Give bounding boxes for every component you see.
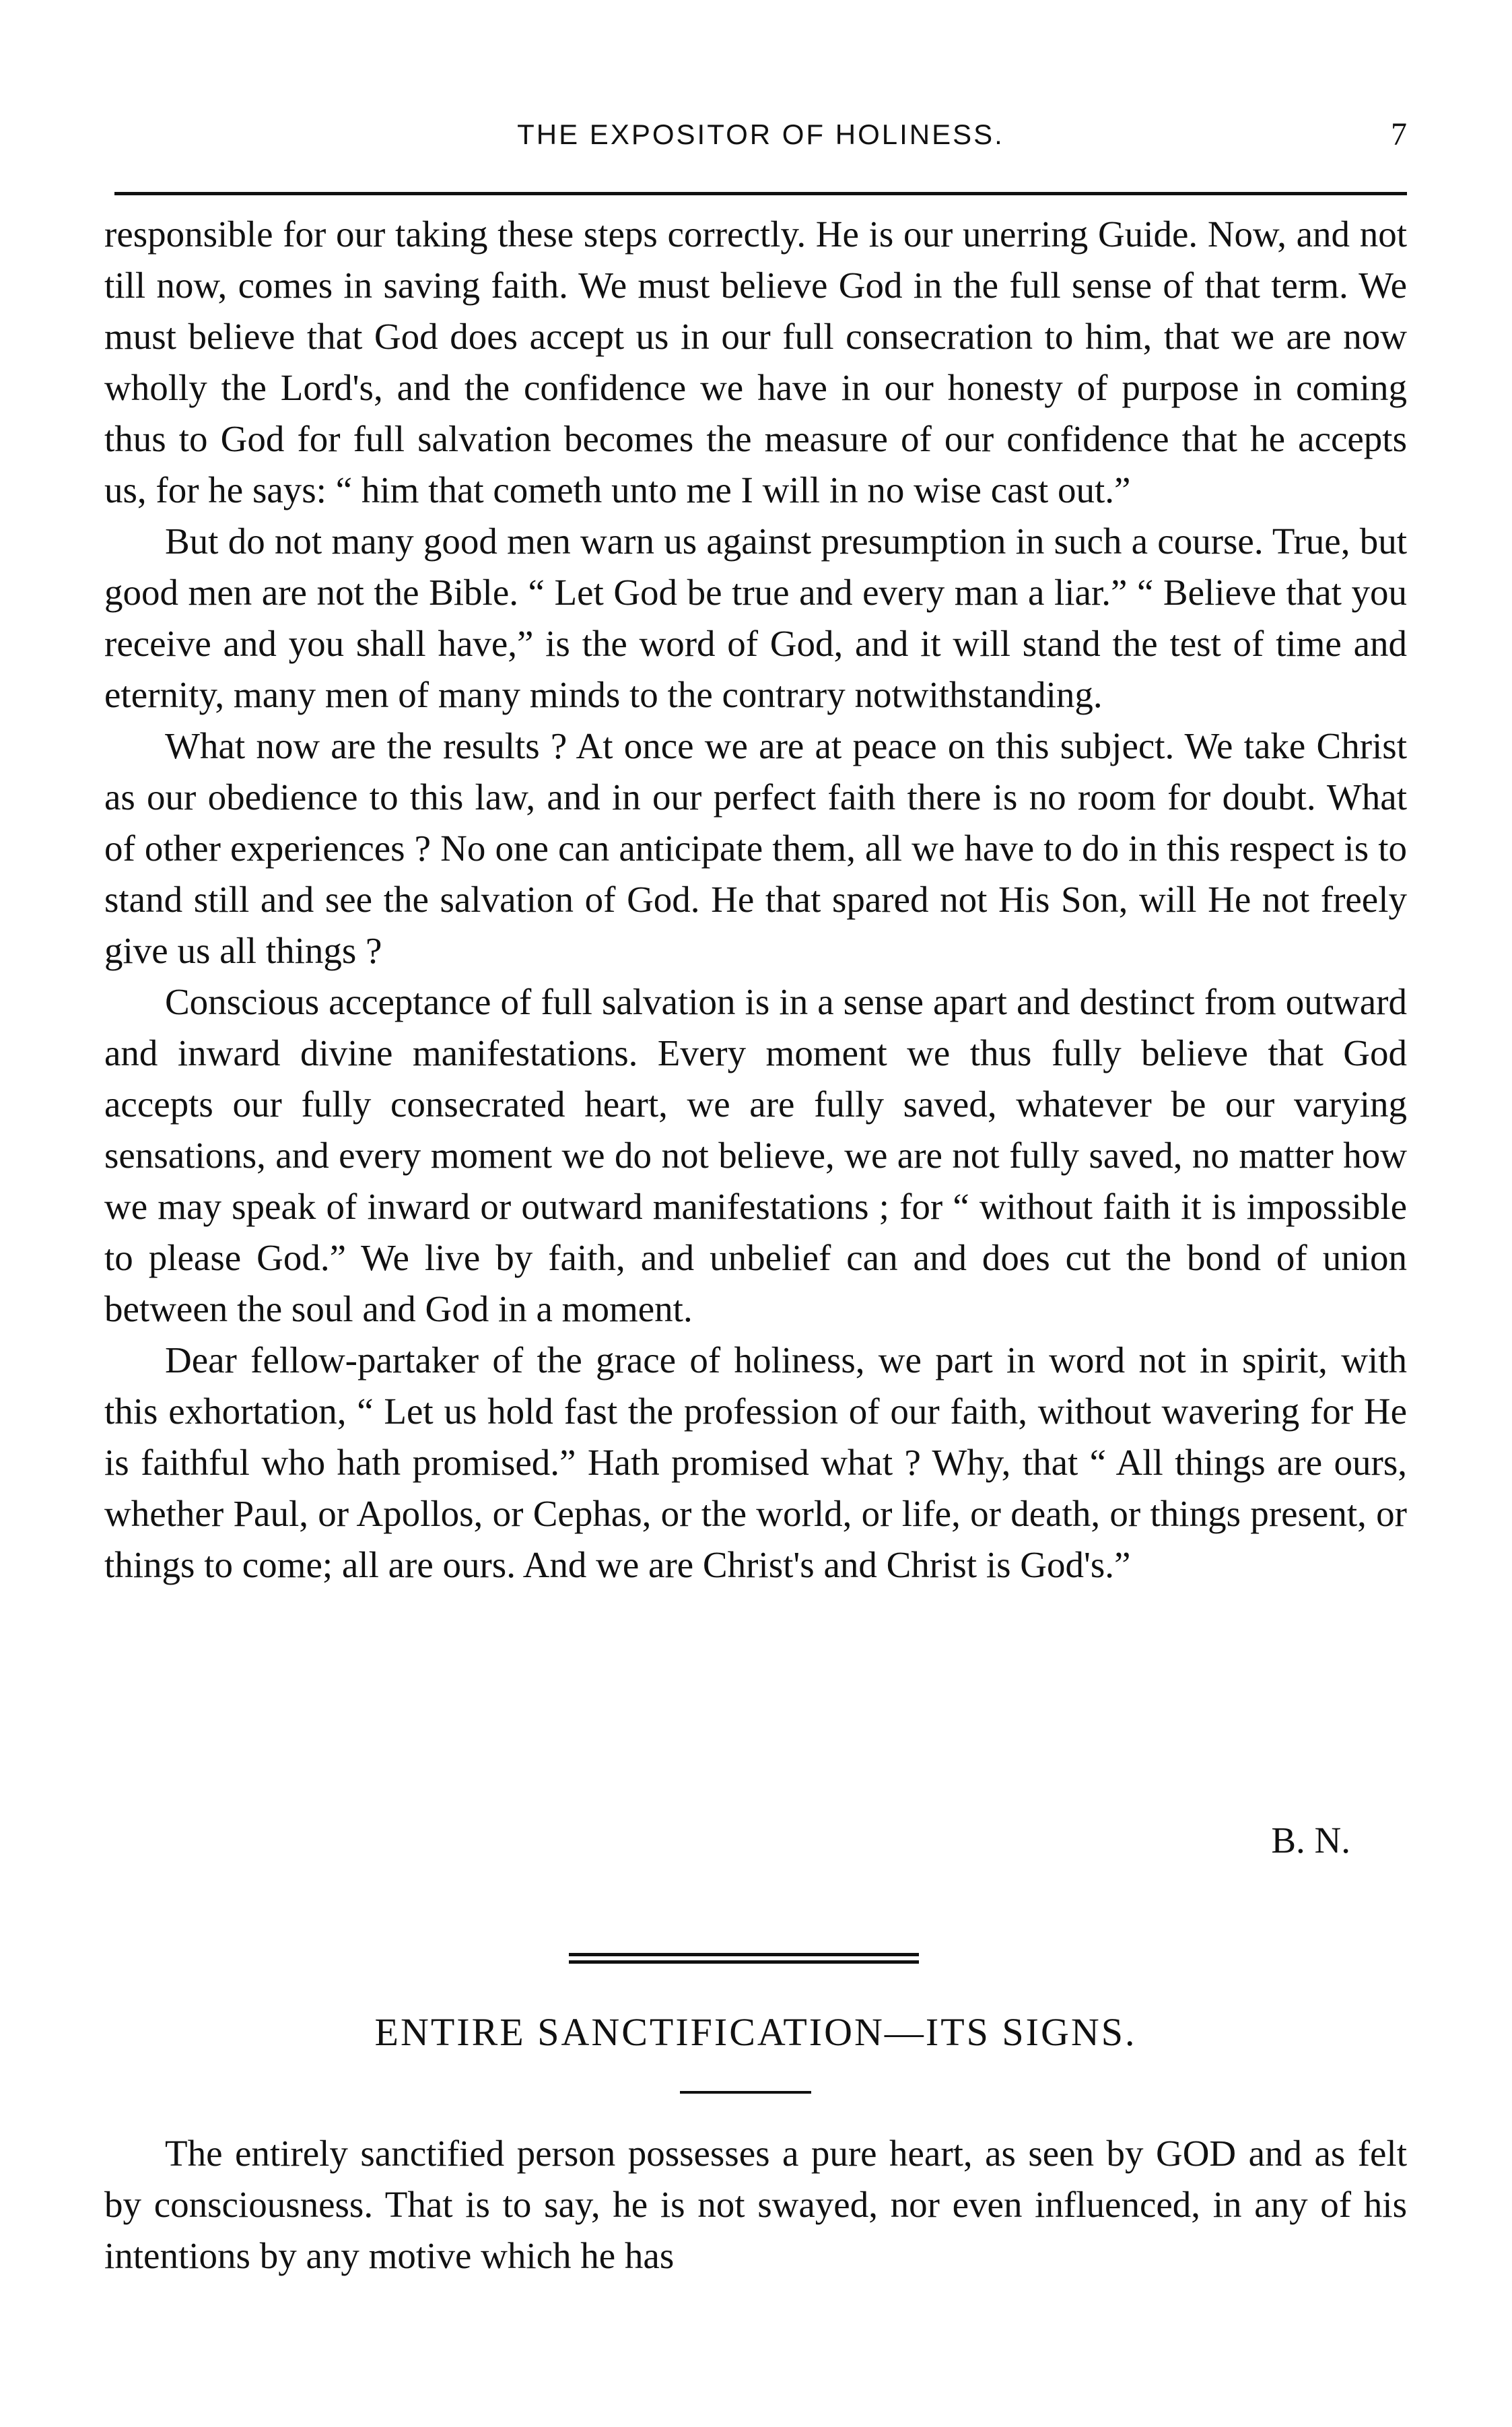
- page-number: 7: [1391, 117, 1407, 152]
- section-title: ENTIRE SANCTIFICATION—ITS SIGNS.: [374, 2010, 1137, 2054]
- paragraph-continuation: responsible for our taking these steps correctly. He is our unerring Guide. Now, and not till now, comes in saving faith. We must believe God in the full sense of that term. We must believe that God does accept us in our full consecration to him, that we are now wholly the Lord's, and the confidence we have in our honesty of purpose in coming thus to God for full salvation becomes the measure of our confidence that he accepts us, for he says: “ him that cometh unto me I will in no wise cast out.”: [104, 213, 1407, 510]
- section-divider: [569, 1953, 919, 1964]
- header-rule: [114, 192, 1407, 195]
- paragraph: What now are the results ? At once we are at peace on this subject. We take Christ as our obedience to this law, and in our perfect faith there is no room for doubt. What of other experiences ? No one can anticipate them, all we have to do in this respect is to stand still and see the salvation of God. He that spared not His Son, will He not freely give us all things ?: [104, 725, 1407, 971]
- paragraph: The entirely sanctified person possesses a pure heart, as seen by GOD and as felt by consciousness. That is to say, he is not swayed, nor even influenced, in any of his intentions by any motive which he has: [104, 2133, 1407, 2276]
- paragraph: But do not many good men warn us against presumption in such a course. True, but good men are not the Bible. “ Let God be true and every man a liar.” “ Believe that you receive and you shall have,” is the word of God, and it will stand the test of time and eternity, many men of many minds to the contrary notwithstanding.: [104, 521, 1407, 715]
- running-head: [114, 114, 1407, 168]
- paragraph: Conscious acceptance of full salvation is in a sense apart and destinct from outward and inward divine manifestations. Every moment we thus fully believe that God accepts our fully consecrated heart, we are fully saved, whatever be our varying sensations, and every moment we do not believe, we are not fully saved, no matter how we may speak of inward or outward manifestations ; for “ without faith it is impossible to please God.” We live by faith, and unbelief can and does cut the bond of union between the soul and God in a moment.: [104, 981, 1407, 1329]
- author-signature: B. N.: [1271, 1820, 1350, 1861]
- title-underline: [680, 2091, 811, 2094]
- section-body: [104, 2128, 1407, 2282]
- article-body: [104, 209, 1407, 1591]
- running-title: THE EXPOSITOR OF HOLINESS.: [517, 119, 1004, 150]
- paragraph: Dear fellow-partaker of the grace of holiness, we part in word not in spirit, with this exhortation, “ Let us hold fast the profession of our faith, without wavering for He is faithful who hath promised.” Hath promised what ? Why, that “ All things are ours, whether Paul, or Apollos, or Cephas, or the world, or life, or death, or things present, or things to come; all are ours. And we are Christ's and Christ is God's.”: [104, 1339, 1407, 1585]
